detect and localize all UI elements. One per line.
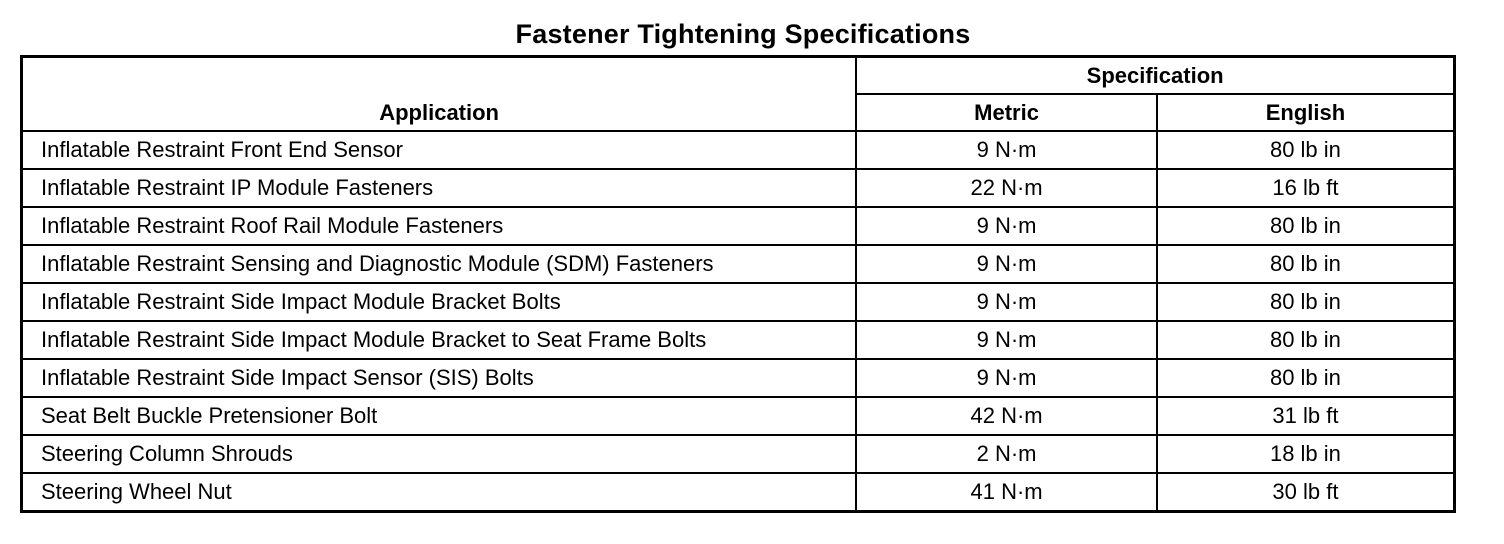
english-cell: 80 lb in	[1157, 359, 1455, 397]
metric-cell: 9 N·m	[856, 131, 1157, 169]
metric-cell: 9 N·m	[856, 283, 1157, 321]
english-cell: 80 lb in	[1157, 245, 1455, 283]
application-cell: Inflatable Restraint Side Impact Module Bracket to Seat Frame Bolts	[22, 321, 857, 359]
metric-cell: 41 N·m	[856, 473, 1157, 512]
metric-cell: 9 N·m	[856, 359, 1157, 397]
english-header: English	[1157, 94, 1455, 131]
table-row	[22, 245, 1455, 283]
specification-header: Specification	[856, 57, 1454, 95]
table-row	[22, 131, 1455, 169]
application-cell: Inflatable Restraint Roof Rail Module Fasteners	[22, 207, 857, 245]
english-cell: 80 lb in	[1157, 283, 1455, 321]
table-row	[22, 321, 1455, 359]
application-cell: Inflatable Restraint IP Module Fasteners	[22, 169, 857, 207]
metric-cell: 9 N·m	[856, 321, 1157, 359]
application-cell: Inflatable Restraint Side Impact Module Bracket Bolts	[22, 283, 857, 321]
table-row	[22, 359, 1455, 397]
english-cell: 80 lb in	[1157, 207, 1455, 245]
application-cell: Seat Belt Buckle Pretensioner Bolt	[22, 397, 857, 435]
application-cell: Steering Column Shrouds	[22, 435, 857, 473]
table-row	[22, 435, 1455, 473]
specifications-table	[20, 55, 1456, 513]
header-row-top	[22, 57, 1455, 95]
table-row	[22, 283, 1455, 321]
english-cell: 30 lb ft	[1157, 473, 1455, 512]
table-header	[22, 57, 1455, 132]
metric-cell: 9 N·m	[856, 207, 1157, 245]
document-title: Fastener Tightening Specifications	[515, 19, 971, 49]
metric-cell: 22 N·m	[856, 169, 1157, 207]
english-cell: 80 lb in	[1157, 321, 1455, 359]
table-row	[22, 473, 1455, 512]
metric-cell: 42 N·m	[856, 397, 1157, 435]
english-cell: 31 lb ft	[1157, 397, 1455, 435]
metric-header: Metric	[856, 94, 1157, 131]
application-header: Application	[22, 57, 857, 132]
table-body	[22, 131, 1455, 512]
application-cell: Inflatable Restraint Front End Sensor	[22, 131, 857, 169]
metric-cell: 2 N·m	[856, 435, 1157, 473]
english-cell: 18 lb in	[1157, 435, 1455, 473]
table-row	[22, 397, 1455, 435]
application-cell: Steering Wheel Nut	[22, 473, 857, 512]
english-cell: 16 lb ft	[1157, 169, 1455, 207]
table-row	[22, 169, 1455, 207]
english-cell: 80 lb in	[1157, 131, 1455, 169]
application-cell: Inflatable Restraint Sensing and Diagnostic Module (SDM) Fasteners	[22, 245, 857, 283]
application-cell: Inflatable Restraint Side Impact Sensor (SIS) Bolts	[22, 359, 857, 397]
table-row	[22, 207, 1455, 245]
metric-cell: 9 N·m	[856, 245, 1157, 283]
